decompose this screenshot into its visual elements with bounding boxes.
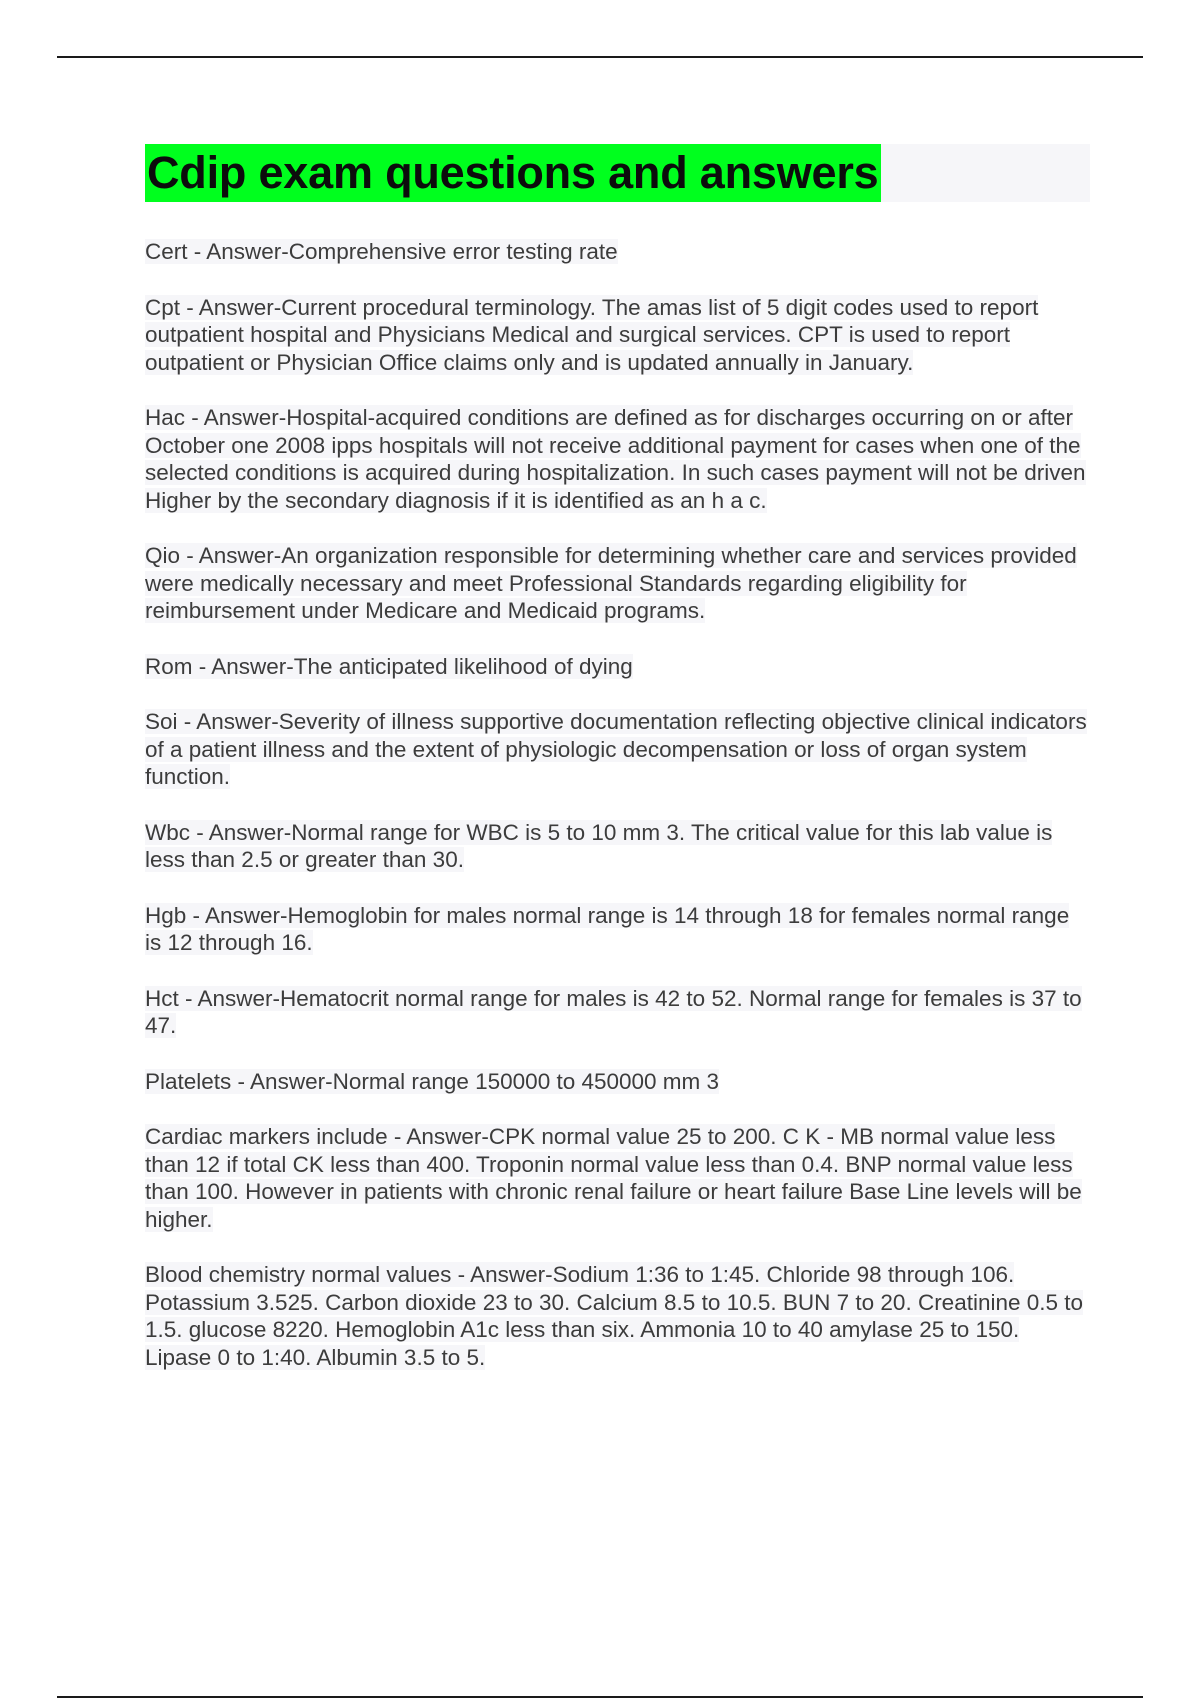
qa-item-soi: Soi - Answer-Severity of illness supportive documentation reflecting objective clinical indicators of a patient illness and the extent of physiologic decompensation or loss of organ system function. <box>145 709 1087 789</box>
title-row <box>145 144 1090 202</box>
qa-item-wbc: Wbc - Answer-Normal range for WBC is 5 to 10 mm 3. The critical value for this lab value is less than 2.5 or greater than 30. <box>145 819 1053 872</box>
qa-item-blood-chemistry: Blood chemistry normal values - Answer-Sodium 1:36 to 1:45. Chloride 98 through 106. Potassium 3.525. Carbon dioxide 23 to 30. Calcium 8.5 to 10.5. BUN 7 to 20. Creatinine 0.5 to 1.5. glucose 8220. Hemoglobin A1c less than six. Ammonia 10 to 40 amylase 25 to 150. Lipase 0 to 1:40. Albumin 3.5 to 5. <box>145 1262 1084 1370</box>
qa-item-hct: Hct - Answer-Hematocrit normal range for males is 42 to 52. Normal range for females is 37 to 47. <box>145 985 1082 1038</box>
qa-item-cert: Cert - Answer-Comprehensive error testing rate <box>145 239 618 264</box>
qa-item-hgb: Hgb - Answer-Hemoglobin for males normal range is 14 through 18 for females normal range is 12 through 16. <box>145 902 1070 955</box>
qa-item-hac: Hac - Answer-Hospital-acquired conditions are defined as for discharges occurring on or after October one 2008 ipps hospitals will not receive additional payment for cases when one of the selected conditions is acquired during hospitalization. In such cases payment will not be driven Higher by the secondary diagnosis if it is identified as an h a c. <box>145 405 1086 513</box>
top-divider <box>57 56 1143 58</box>
bottom-divider <box>57 1696 1143 1698</box>
qa-item-cardiac-markers: Cardiac markers include - Answer-CPK normal value 25 to 200. C K - MB normal value less than 12 if total CK less than 400. Troponin normal value less than 0.4. BNP normal value less than 100. However in patients with chronic renal failure or heart failure Base Line levels will be higher. <box>145 1124 1082 1232</box>
qa-item-rom: Rom - Answer-The anticipated likelihood of dying <box>145 653 633 679</box>
qa-item-qio: Qio - Answer-An organization responsible for determining whether care and services provided were medically necessary and meet Professional Standards regarding eligibility for reimbursement under Medicare and Medicaid programs. <box>145 543 1077 623</box>
qa-item-platelets: Platelets - Answer-Normal range 150000 to 450000 mm 3 <box>145 1068 720 1094</box>
qa-item-cpt: Cpt - Answer-Current procedural terminology. The amas list of 5 digit codes used to report outpatient hospital and Physicians Medical and surgical services. CPT is used to report outpatient or Physician Office claims only and is updated annually in January. <box>145 294 1039 375</box>
page-title: Cdip exam questions and answers <box>145 144 881 202</box>
document-body <box>145 144 1090 1399</box>
